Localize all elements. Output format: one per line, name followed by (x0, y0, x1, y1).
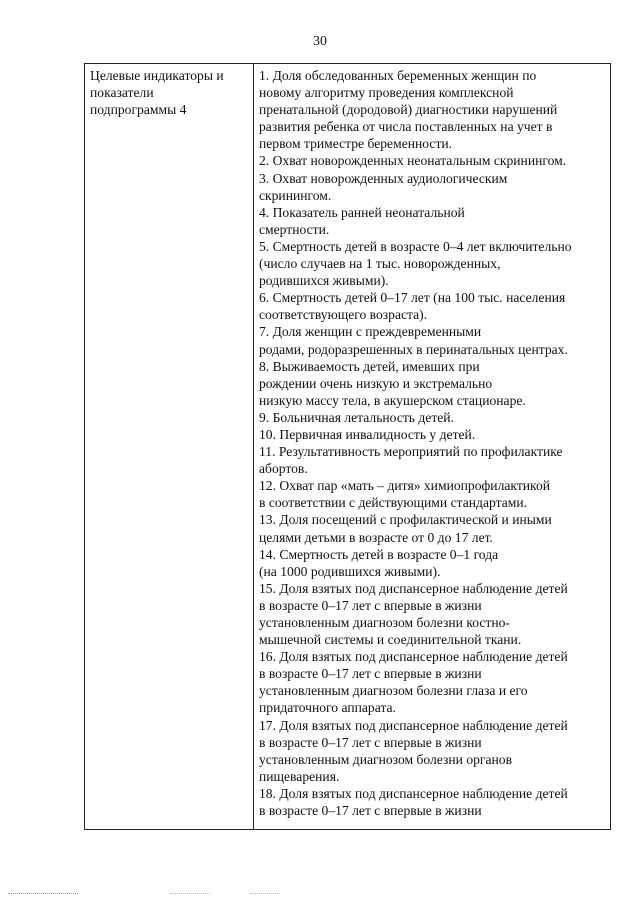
page-number: 30 (313, 34, 327, 49)
indicator-line: 16. Доля взятых под диспансерное наблюдение детей (259, 649, 568, 665)
indicator-line: 15. Доля взятых под диспансерное наблюдение детей (259, 580, 568, 596)
indicator-line: 17. Доля взятых под диспансерное наблюдение детей (259, 717, 568, 733)
indicator-line: смертности. (259, 221, 330, 237)
indicator-line: мышечной системы и соединительной ткани. (259, 632, 522, 648)
indicator-line: 10. Первичная инвалидность у детей. (259, 426, 476, 442)
indicator-line: 14. Смертность детей в возрасте 0–1 года (259, 546, 499, 562)
indicator-line: 12. Охват пар «мать – дитя» химиопрофилактикой (259, 478, 551, 494)
indicator-line: 4. Показатель ранней неонатальной (259, 204, 465, 220)
indicator-line: (на 1000 родившихся живыми). (259, 563, 441, 579)
indicator-line: установленным диагнозом болезни костно- (259, 615, 510, 630)
indicator-line: целями детьми в возрасте от 0 до 17 лет. (259, 529, 493, 545)
indicator-line: соответствующего возраста). (259, 307, 428, 323)
indicator-line: родами, родоразрешенных в перинатальных центрах. (259, 341, 568, 357)
indicator-line: 11. Результативность мероприятий по профилактике (259, 444, 563, 460)
indicator-line: в соответствии с действующими стандартами. (259, 495, 528, 511)
indicator-line: придаточного аппарата. (259, 700, 396, 716)
indicator-line: 8. Выживаемость детей, имевших при (259, 358, 480, 374)
label-line: показатели (90, 85, 154, 100)
indicator-line: абортов. (259, 461, 308, 477)
table-cell-label (85, 64, 254, 829)
indicator-line: в возрасте 0–17 лет с впервые в жизни (259, 734, 482, 750)
table-cell-indicators (254, 64, 610, 829)
indicator-line: (число случаев на 1 тыс. новорожденных, (259, 256, 501, 272)
indicator-line: 6. Смертность детей 0–17 лет (на 100 тыс. населения (259, 290, 566, 306)
indicator-line: 13. Доля посещений с профилактической и иными (259, 512, 552, 528)
indicator-line: низкую массу тела, в акушерском стационаре. (259, 392, 526, 408)
indicator-line: 3. Охват новорожденных аудиологическим (259, 170, 508, 186)
scan-artifact (170, 893, 210, 895)
indicator-line: родившихся живыми). (259, 273, 389, 289)
indicator-line: 2. Охват новорожденных неонатальным скринингом. (259, 153, 567, 169)
indicator-line: установленным диагнозом болезни глаза и его (259, 683, 528, 699)
indicator-line: в возрасте 0–17 лет с впервые в жизни (259, 666, 482, 682)
scan-artifact (8, 893, 78, 895)
indicator-line: установленным диагнозом болезни органов (259, 751, 513, 767)
indicator-line: 9. Больничная летальность детей. (259, 409, 454, 425)
indicator-line: пренатальной (дородовой) диагностики нарушений (259, 102, 558, 118)
indicator-line: в возрасте 0–17 лет с впервые в жизни (259, 803, 482, 819)
indicator-line: развития ребенка от числа поставленных на учет в (259, 119, 553, 135)
indicator-line: пищеварения. (259, 768, 340, 784)
scan-artifact (250, 893, 280, 895)
indicator-line: скринингом. (259, 187, 332, 203)
indicator-line: 5. Смертность детей в возрасте 0–4 лет включительно (259, 238, 572, 254)
label-line: Целевые индикаторы и (90, 68, 224, 83)
indicators-table (84, 63, 611, 830)
indicator-line: в возрасте 0–17 лет с впервые в жизни (259, 597, 482, 613)
indicator-line: 1. Доля обследованных беременных женщин по (259, 68, 537, 83)
indicator-line: 18. Доля взятых под диспансерное наблюдение детей (259, 785, 568, 801)
indicator-line: 7. Доля женщин с преждевременными (259, 324, 482, 340)
label-line: подпрограммы 4 (90, 102, 187, 117)
indicator-line: рождении очень низкую и экстремально (259, 375, 493, 391)
indicator-line: новому алгоритму проведения комплексной (259, 85, 514, 101)
indicator-line: первом триместре беременности. (259, 136, 453, 152)
